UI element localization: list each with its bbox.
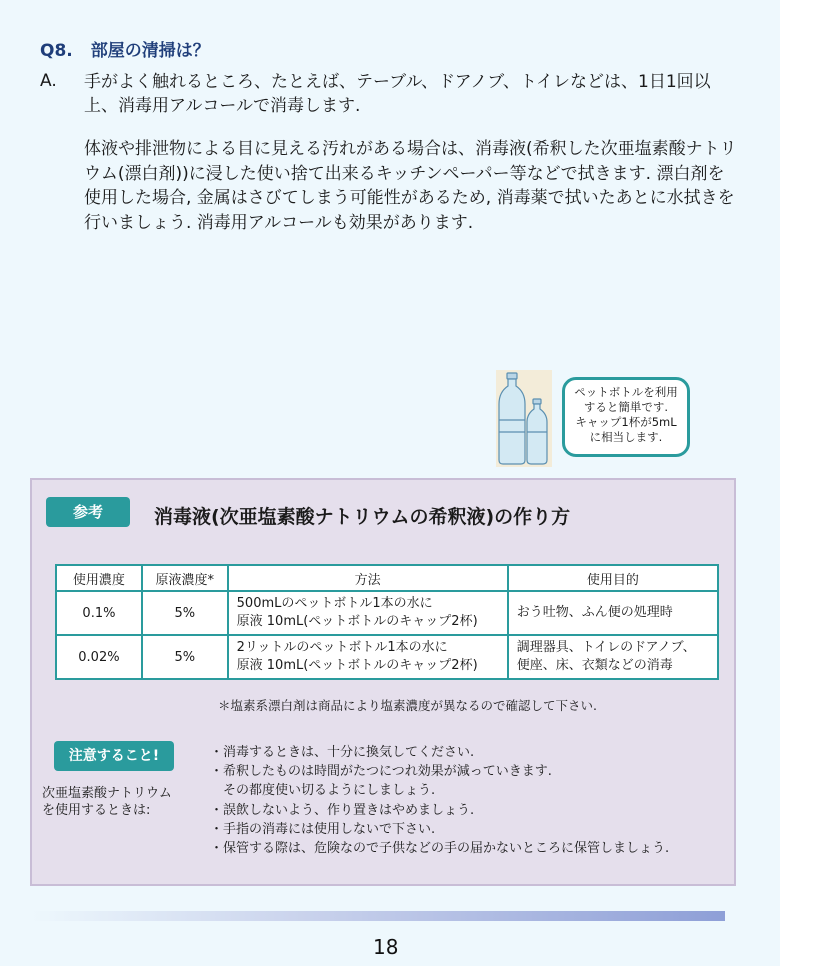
cell-stock: 5%	[142, 635, 228, 679]
tip-line: ペットボトルを利用	[574, 385, 678, 399]
cell-method	[228, 591, 508, 635]
header-stock: 原液濃度*	[142, 565, 228, 591]
header-concentration: 使用濃度	[56, 565, 142, 591]
caution-badge: 注意すること!	[54, 741, 174, 771]
method-line: 原液 10mL(ペットボトルのキャップ2杯)	[236, 614, 478, 629]
cell-stock: 5%	[142, 591, 228, 635]
purpose-line: 調理器具、トイレのドアノブ、	[516, 640, 696, 655]
caution-item: ・希釈したものは時間がたつにつれ効果が減っていきます.	[210, 764, 552, 780]
header-purpose: 使用目的	[508, 565, 718, 591]
answer-paragraph-2: 体液や排泄物による目に見える汚れがある場合は、消毒液(希釈した次亜塩素酸ナトリウム(漂白剤))に浸した使い捨て出来るキッチンペーパー等などで拭きます. 漂白剤を使用した場合, 金属はさびてしまう可能性があるため, 消毒薬で拭いたあとに水拭きを行いましょう. 消毒用アルコールも効果があります.	[84, 139, 737, 233]
tip-bubble	[562, 377, 690, 457]
caution-subtitle-line: 次亜塩素酸ナトリウム	[42, 786, 172, 801]
answer-label: A.	[40, 71, 57, 91]
question-text: 部屋の清掃は？	[90, 41, 210, 61]
method-line: 2リットルのペットボトル1本の水に	[236, 640, 448, 655]
caution-subtitle	[42, 785, 172, 819]
cell-purpose	[508, 591, 718, 635]
reference-panel	[30, 478, 736, 886]
caution-item: ・誤飲しないよう、作り置きはやめましょう.	[210, 802, 475, 818]
caution-list	[210, 743, 669, 858]
table-header-row	[56, 565, 718, 591]
cell-concentration: 0.02%	[56, 635, 142, 679]
table-row	[56, 591, 718, 635]
tip-line: すると簡単です.	[583, 400, 669, 414]
reference-title: 消毒液(次亜塩素酸ナトリウムの希釈液)の作り方	[154, 506, 571, 528]
table-row	[56, 635, 718, 679]
method-line: 原液 10mL(ペットボトルのキャップ2杯)	[236, 658, 478, 673]
cell-method	[228, 635, 508, 679]
purpose-line: おう吐物、ふん便の処理時	[516, 605, 673, 620]
question-number: Q8.	[40, 41, 73, 61]
cell-purpose	[508, 635, 718, 679]
cell-concentration: 0.1%	[56, 591, 142, 635]
tip-line: に相当します.	[589, 430, 663, 444]
bottles-illustration	[496, 370, 552, 467]
reference-badge: 参考	[46, 497, 130, 527]
question-heading	[40, 36, 210, 61]
dilution-table	[55, 564, 719, 680]
caution-subtitle-line: を使用するときは:	[42, 803, 151, 818]
caution-item: ・保管する際は、危険なので子供などの手の届かないところに保管しましょう.	[210, 841, 670, 857]
header-method: 方法	[228, 565, 508, 591]
bottles-icon	[496, 370, 552, 467]
purpose-line: 便座、床、衣類などの消毒	[516, 658, 673, 673]
caution-item: その都度使い切るようにしましょう.	[210, 783, 436, 799]
tip-line: キャップ1杯が5mL	[575, 415, 677, 429]
table-footnote: ＊塩素系漂白剤は商品により塩素濃度が異なるので確認して下さい.	[218, 698, 597, 713]
method-line: 500mLのペットボトル1本の水に	[236, 596, 433, 611]
caution-item: ・消毒するときは、十分に換気してください.	[210, 745, 475, 760]
footer-gradient-bar	[30, 911, 725, 921]
answer-paragraph-1: 手がよく触れるところ、たとえば、テーブル、ドアノブ、トイレなどは、1日1回以上、消毒用アルコールで消毒します.	[84, 72, 711, 116]
caution-item: ・手指の消毒には使用しないで下さい.	[210, 821, 436, 837]
page-number: 18	[373, 935, 399, 959]
